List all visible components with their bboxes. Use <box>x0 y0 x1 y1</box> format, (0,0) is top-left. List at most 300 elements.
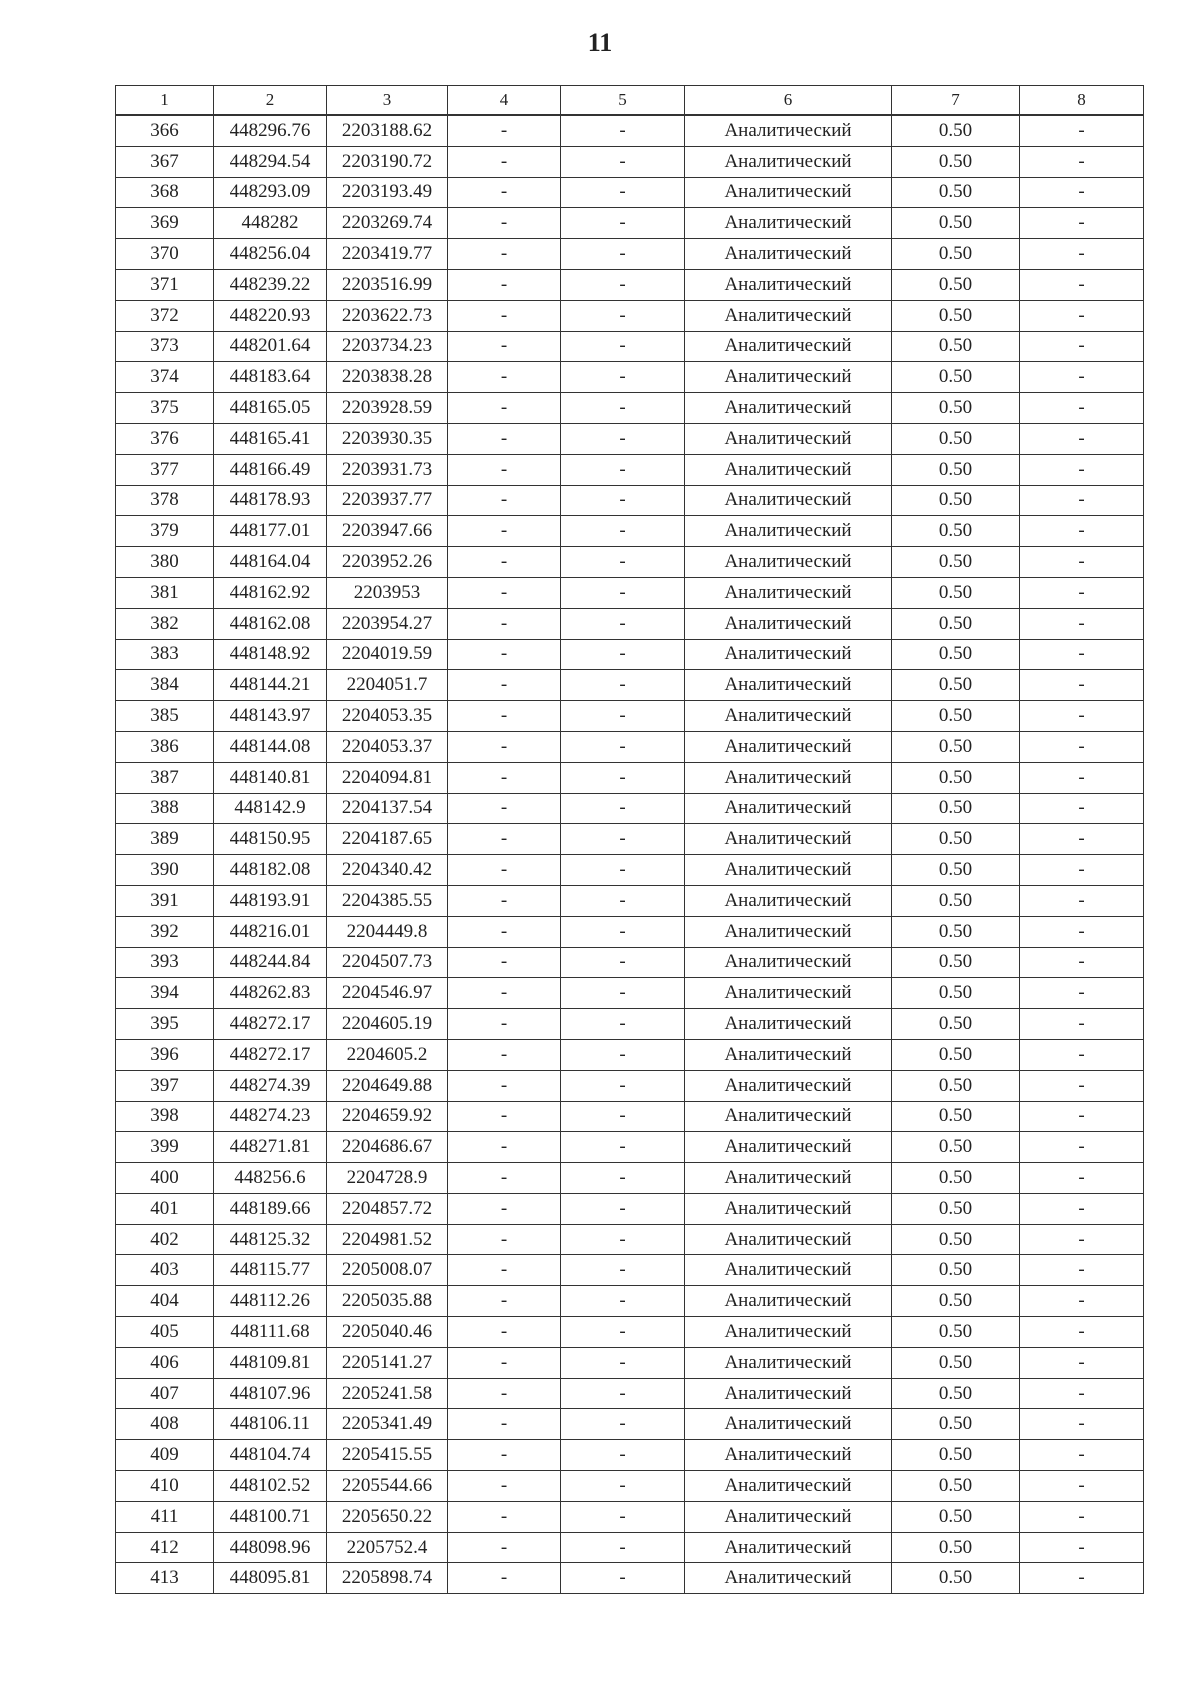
point-number-cell: 410 <box>116 1471 214 1502</box>
x-coordinate-cell: 448193.91 <box>214 885 327 916</box>
col5-cell: - <box>561 1563 685 1594</box>
table-header <box>116 86 1144 116</box>
col5-cell: - <box>561 824 685 855</box>
table-row <box>116 1317 1144 1348</box>
method-cell: Аналитический <box>685 146 892 177</box>
y-coordinate-cell: 2203193.49 <box>327 177 448 208</box>
column-header: 5 <box>561 86 685 116</box>
point-number-cell: 369 <box>116 208 214 239</box>
x-coordinate-cell: 448142.9 <box>214 793 327 824</box>
point-number-cell: 409 <box>116 1440 214 1471</box>
col8-cell: - <box>1020 1009 1144 1040</box>
method-cell: Аналитический <box>685 269 892 300</box>
method-cell: Аналитический <box>685 855 892 886</box>
x-coordinate-cell: 448294.54 <box>214 146 327 177</box>
point-number-cell: 391 <box>116 885 214 916</box>
y-coordinate-cell: 2204019.59 <box>327 639 448 670</box>
y-coordinate-cell: 2203734.23 <box>327 331 448 362</box>
col4-cell: - <box>448 885 561 916</box>
col4-cell: - <box>448 269 561 300</box>
col4-cell: - <box>448 1255 561 1286</box>
col5-cell: - <box>561 1039 685 1070</box>
method-cell: Аналитический <box>685 1039 892 1070</box>
y-coordinate-cell: 2205415.55 <box>327 1440 448 1471</box>
col4-cell: - <box>448 1532 561 1563</box>
point-number-cell: 371 <box>116 269 214 300</box>
col8-cell: - <box>1020 485 1144 516</box>
col5-cell: - <box>561 1501 685 1532</box>
method-cell: Аналитический <box>685 547 892 578</box>
accuracy-cell: 0.50 <box>892 1255 1020 1286</box>
col8-cell: - <box>1020 1409 1144 1440</box>
y-coordinate-cell: 2204094.81 <box>327 762 448 793</box>
table-row <box>116 1163 1144 1194</box>
col5-cell: - <box>561 793 685 824</box>
accuracy-cell: 0.50 <box>892 1224 1020 1255</box>
point-number-cell: 394 <box>116 978 214 1009</box>
x-coordinate-cell: 448102.52 <box>214 1471 327 1502</box>
point-number-cell: 368 <box>116 177 214 208</box>
column-header: 1 <box>116 86 214 116</box>
accuracy-cell: 0.50 <box>892 485 1020 516</box>
method-cell: Аналитический <box>685 1193 892 1224</box>
x-coordinate-cell: 448274.23 <box>214 1101 327 1132</box>
method-cell: Аналитический <box>685 1440 892 1471</box>
col4-cell: - <box>448 639 561 670</box>
y-coordinate-cell: 2204605.2 <box>327 1039 448 1070</box>
col5-cell: - <box>561 1101 685 1132</box>
method-cell: Аналитический <box>685 1347 892 1378</box>
col4-cell: - <box>448 1501 561 1532</box>
col8-cell: - <box>1020 1163 1144 1194</box>
coordinates-table <box>115 85 1144 1594</box>
point-number-cell: 386 <box>116 731 214 762</box>
y-coordinate-cell: 2203190.72 <box>327 146 448 177</box>
method-cell: Аналитический <box>685 454 892 485</box>
method-cell: Аналитический <box>685 731 892 762</box>
x-coordinate-cell: 448165.41 <box>214 423 327 454</box>
x-coordinate-cell: 448125.32 <box>214 1224 327 1255</box>
col8-cell: - <box>1020 608 1144 639</box>
col5-cell: - <box>561 239 685 270</box>
accuracy-cell: 0.50 <box>892 1317 1020 1348</box>
point-number-cell: 376 <box>116 423 214 454</box>
col8-cell: - <box>1020 393 1144 424</box>
table-row <box>116 393 1144 424</box>
point-number-cell: 393 <box>116 947 214 978</box>
col4-cell: - <box>448 1163 561 1194</box>
table-row <box>116 115 1144 146</box>
table-row <box>116 1409 1144 1440</box>
accuracy-cell: 0.50 <box>892 639 1020 670</box>
x-coordinate-cell: 448262.83 <box>214 978 327 1009</box>
col5-cell: - <box>561 762 685 793</box>
point-number-cell: 397 <box>116 1070 214 1101</box>
col8-cell: - <box>1020 1317 1144 1348</box>
y-coordinate-cell: 2203937.77 <box>327 485 448 516</box>
point-number-cell: 387 <box>116 762 214 793</box>
col4-cell: - <box>448 300 561 331</box>
accuracy-cell: 0.50 <box>892 670 1020 701</box>
page-number: 11 <box>587 28 613 57</box>
y-coordinate-cell: 2203953 <box>327 577 448 608</box>
col8-cell: - <box>1020 670 1144 701</box>
col8-cell: - <box>1020 115 1144 146</box>
col4-cell: - <box>448 793 561 824</box>
method-cell: Аналитический <box>685 208 892 239</box>
col8-cell: - <box>1020 423 1144 454</box>
col5-cell: - <box>561 701 685 732</box>
point-number-cell: 372 <box>116 300 214 331</box>
accuracy-cell: 0.50 <box>892 978 1020 1009</box>
table-row <box>116 1501 1144 1532</box>
y-coordinate-cell: 2204187.65 <box>327 824 448 855</box>
x-coordinate-cell: 448112.26 <box>214 1286 327 1317</box>
col5-cell: - <box>561 208 685 239</box>
col4-cell: - <box>448 393 561 424</box>
y-coordinate-cell: 2203947.66 <box>327 516 448 547</box>
col8-cell: - <box>1020 1501 1144 1532</box>
method-cell: Аналитический <box>685 1286 892 1317</box>
accuracy-cell: 0.50 <box>892 1039 1020 1070</box>
col8-cell: - <box>1020 146 1144 177</box>
method-cell: Аналитический <box>685 577 892 608</box>
col5-cell: - <box>561 362 685 393</box>
point-number-cell: 392 <box>116 916 214 947</box>
col8-cell: - <box>1020 978 1144 1009</box>
col5-cell: - <box>561 331 685 362</box>
col8-cell: - <box>1020 824 1144 855</box>
table-row <box>116 1193 1144 1224</box>
y-coordinate-cell: 2204605.19 <box>327 1009 448 1040</box>
col5-cell: - <box>561 454 685 485</box>
col8-cell: - <box>1020 1286 1144 1317</box>
table-row <box>116 1347 1144 1378</box>
x-coordinate-cell: 448100.71 <box>214 1501 327 1532</box>
accuracy-cell: 0.50 <box>892 1378 1020 1409</box>
table-row <box>116 208 1144 239</box>
x-coordinate-cell: 448140.81 <box>214 762 327 793</box>
col5-cell: - <box>561 547 685 578</box>
accuracy-cell: 0.50 <box>892 423 1020 454</box>
x-coordinate-cell: 448143.97 <box>214 701 327 732</box>
table-row <box>116 146 1144 177</box>
col8-cell: - <box>1020 1440 1144 1471</box>
x-coordinate-cell: 448115.77 <box>214 1255 327 1286</box>
point-number-cell: 400 <box>116 1163 214 1194</box>
accuracy-cell: 0.50 <box>892 1009 1020 1040</box>
col8-cell: - <box>1020 916 1144 947</box>
point-number-cell: 380 <box>116 547 214 578</box>
accuracy-cell: 0.50 <box>892 1286 1020 1317</box>
col5-cell: - <box>561 1378 685 1409</box>
y-coordinate-cell: 2204686.67 <box>327 1132 448 1163</box>
table-row <box>116 793 1144 824</box>
col4-cell: - <box>448 423 561 454</box>
method-cell: Аналитический <box>685 1255 892 1286</box>
col5-cell: - <box>561 1286 685 1317</box>
point-number-cell: 406 <box>116 1347 214 1378</box>
col4-cell: - <box>448 146 561 177</box>
col4-cell: - <box>448 177 561 208</box>
accuracy-cell: 0.50 <box>892 1409 1020 1440</box>
accuracy-cell: 0.50 <box>892 762 1020 793</box>
point-number-cell: 405 <box>116 1317 214 1348</box>
col8-cell: - <box>1020 362 1144 393</box>
accuracy-cell: 0.50 <box>892 393 1020 424</box>
accuracy-cell: 0.50 <box>892 362 1020 393</box>
table-row <box>116 269 1144 300</box>
table-row <box>116 916 1144 947</box>
y-coordinate-cell: 2203930.35 <box>327 423 448 454</box>
col4-cell: - <box>448 1193 561 1224</box>
x-coordinate-cell: 448239.22 <box>214 269 327 300</box>
point-number-cell: 377 <box>116 454 214 485</box>
x-coordinate-cell: 448256.6 <box>214 1163 327 1194</box>
point-number-cell: 381 <box>116 577 214 608</box>
accuracy-cell: 0.50 <box>892 1101 1020 1132</box>
col4-cell: - <box>448 1440 561 1471</box>
table-row <box>116 1255 1144 1286</box>
method-cell: Аналитический <box>685 639 892 670</box>
col5-cell: - <box>561 1471 685 1502</box>
table-row <box>116 885 1144 916</box>
col5-cell: - <box>561 1070 685 1101</box>
col8-cell: - <box>1020 731 1144 762</box>
table-row <box>116 731 1144 762</box>
col4-cell: - <box>448 855 561 886</box>
accuracy-cell: 0.50 <box>892 1163 1020 1194</box>
y-coordinate-cell: 2204546.97 <box>327 978 448 1009</box>
col4-cell: - <box>448 1039 561 1070</box>
col5-cell: - <box>561 731 685 762</box>
x-coordinate-cell: 448189.66 <box>214 1193 327 1224</box>
col8-cell: - <box>1020 1070 1144 1101</box>
col5-cell: - <box>561 177 685 208</box>
y-coordinate-cell: 2203838.28 <box>327 362 448 393</box>
point-number-cell: 403 <box>116 1255 214 1286</box>
method-cell: Аналитический <box>685 793 892 824</box>
table-row <box>116 670 1144 701</box>
col4-cell: - <box>448 115 561 146</box>
col8-cell: - <box>1020 762 1144 793</box>
y-coordinate-cell: 2204981.52 <box>327 1224 448 1255</box>
col4-cell: - <box>448 916 561 947</box>
y-coordinate-cell: 2203516.99 <box>327 269 448 300</box>
x-coordinate-cell: 448272.17 <box>214 1009 327 1040</box>
table-row <box>116 639 1144 670</box>
col4-cell: - <box>448 701 561 732</box>
x-coordinate-cell: 448271.81 <box>214 1132 327 1163</box>
col8-cell: - <box>1020 1378 1144 1409</box>
col5-cell: - <box>561 1409 685 1440</box>
y-coordinate-cell: 2204051.7 <box>327 670 448 701</box>
y-coordinate-cell: 2204649.88 <box>327 1070 448 1101</box>
method-cell: Аналитический <box>685 485 892 516</box>
x-coordinate-cell: 448178.93 <box>214 485 327 516</box>
y-coordinate-cell: 2204449.8 <box>327 916 448 947</box>
col5-cell: - <box>561 1317 685 1348</box>
table-row <box>116 947 1144 978</box>
col5-cell: - <box>561 855 685 886</box>
col5-cell: - <box>561 393 685 424</box>
point-number-cell: 375 <box>116 393 214 424</box>
column-header: 3 <box>327 86 448 116</box>
col5-cell: - <box>561 1193 685 1224</box>
col5-cell: - <box>561 300 685 331</box>
col5-cell: - <box>561 269 685 300</box>
table-row <box>116 1286 1144 1317</box>
col5-cell: - <box>561 639 685 670</box>
x-coordinate-cell: 448098.96 <box>214 1532 327 1563</box>
col5-cell: - <box>561 516 685 547</box>
point-number-cell: 399 <box>116 1132 214 1163</box>
method-cell: Аналитический <box>685 885 892 916</box>
col8-cell: - <box>1020 1101 1144 1132</box>
accuracy-cell: 0.50 <box>892 239 1020 270</box>
col5-cell: - <box>561 1132 685 1163</box>
col4-cell: - <box>448 608 561 639</box>
accuracy-cell: 0.50 <box>892 208 1020 239</box>
y-coordinate-cell: 2204053.35 <box>327 701 448 732</box>
method-cell: Аналитический <box>685 916 892 947</box>
col5-cell: - <box>561 1255 685 1286</box>
method-cell: Аналитический <box>685 701 892 732</box>
col4-cell: - <box>448 1471 561 1502</box>
point-number-cell: 402 <box>116 1224 214 1255</box>
y-coordinate-cell: 2203931.73 <box>327 454 448 485</box>
col4-cell: - <box>448 947 561 978</box>
table-row <box>116 608 1144 639</box>
table-row <box>116 1070 1144 1101</box>
method-cell: Аналитический <box>685 1101 892 1132</box>
x-coordinate-cell: 448144.21 <box>214 670 327 701</box>
y-coordinate-cell: 2205141.27 <box>327 1347 448 1378</box>
accuracy-cell: 0.50 <box>892 577 1020 608</box>
accuracy-cell: 0.50 <box>892 331 1020 362</box>
accuracy-cell: 0.50 <box>892 701 1020 732</box>
y-coordinate-cell: 2203954.27 <box>327 608 448 639</box>
method-cell: Аналитический <box>685 362 892 393</box>
point-number-cell: 404 <box>116 1286 214 1317</box>
method-cell: Аналитический <box>685 1224 892 1255</box>
accuracy-cell: 0.50 <box>892 177 1020 208</box>
method-cell: Аналитический <box>685 1501 892 1532</box>
x-coordinate-cell: 448104.74 <box>214 1440 327 1471</box>
col5-cell: - <box>561 608 685 639</box>
method-cell: Аналитический <box>685 608 892 639</box>
y-coordinate-cell: 2203622.73 <box>327 300 448 331</box>
col4-cell: - <box>448 824 561 855</box>
accuracy-cell: 0.50 <box>892 300 1020 331</box>
col5-cell: - <box>561 670 685 701</box>
table-row <box>116 300 1144 331</box>
col5-cell: - <box>561 1163 685 1194</box>
col4-cell: - <box>448 454 561 485</box>
point-number-cell: 366 <box>116 115 214 146</box>
method-cell: Аналитический <box>685 300 892 331</box>
table-row <box>116 547 1144 578</box>
accuracy-cell: 0.50 <box>892 1440 1020 1471</box>
column-header: 6 <box>685 86 892 116</box>
col5-cell: - <box>561 1224 685 1255</box>
table-row <box>116 423 1144 454</box>
y-coordinate-cell: 2205341.49 <box>327 1409 448 1440</box>
y-coordinate-cell: 2205008.07 <box>327 1255 448 1286</box>
col4-cell: - <box>448 1563 561 1594</box>
method-cell: Аналитический <box>685 824 892 855</box>
y-coordinate-cell: 2204659.92 <box>327 1101 448 1132</box>
col4-cell: - <box>448 1009 561 1040</box>
point-number-cell: 395 <box>116 1009 214 1040</box>
table-row <box>116 1532 1144 1563</box>
accuracy-cell: 0.50 <box>892 1532 1020 1563</box>
y-coordinate-cell: 2203419.77 <box>327 239 448 270</box>
x-coordinate-cell: 448216.01 <box>214 916 327 947</box>
col8-cell: - <box>1020 1532 1144 1563</box>
col4-cell: - <box>448 670 561 701</box>
y-coordinate-cell: 2203269.74 <box>327 208 448 239</box>
point-number-cell: 413 <box>116 1563 214 1594</box>
x-coordinate-cell: 448220.93 <box>214 300 327 331</box>
point-number-cell: 408 <box>116 1409 214 1440</box>
table-row <box>116 362 1144 393</box>
method-cell: Аналитический <box>685 1471 892 1502</box>
col8-cell: - <box>1020 1471 1144 1502</box>
accuracy-cell: 0.50 <box>892 1070 1020 1101</box>
column-header: 8 <box>1020 86 1144 116</box>
y-coordinate-cell: 2203928.59 <box>327 393 448 424</box>
col4-cell: - <box>448 1286 561 1317</box>
point-number-cell: 378 <box>116 485 214 516</box>
col5-cell: - <box>561 885 685 916</box>
table-row <box>116 1009 1144 1040</box>
y-coordinate-cell: 2205650.22 <box>327 1501 448 1532</box>
accuracy-cell: 0.50 <box>892 454 1020 485</box>
table-row <box>116 1101 1144 1132</box>
x-coordinate-cell: 448293.09 <box>214 177 327 208</box>
x-coordinate-cell: 448106.11 <box>214 1409 327 1440</box>
accuracy-cell: 0.50 <box>892 1471 1020 1502</box>
accuracy-cell: 0.50 <box>892 115 1020 146</box>
method-cell: Аналитический <box>685 115 892 146</box>
point-number-cell: 412 <box>116 1532 214 1563</box>
y-coordinate-cell: 2203952.26 <box>327 547 448 578</box>
col8-cell: - <box>1020 547 1144 578</box>
col5-cell: - <box>561 1440 685 1471</box>
y-coordinate-cell: 2203188.62 <box>327 115 448 146</box>
table-row <box>116 701 1144 732</box>
table-row <box>116 824 1144 855</box>
col8-cell: - <box>1020 269 1144 300</box>
table-row <box>116 1471 1144 1502</box>
table-row <box>116 855 1144 886</box>
table-row <box>116 1563 1144 1594</box>
method-cell: Аналитический <box>685 1132 892 1163</box>
point-number-cell: 389 <box>116 824 214 855</box>
method-cell: Аналитический <box>685 423 892 454</box>
accuracy-cell: 0.50 <box>892 1132 1020 1163</box>
x-coordinate-cell: 448272.17 <box>214 1039 327 1070</box>
col4-cell: - <box>448 762 561 793</box>
y-coordinate-cell: 2204728.9 <box>327 1163 448 1194</box>
column-header: 2 <box>214 86 327 116</box>
col8-cell: - <box>1020 1039 1144 1070</box>
x-coordinate-cell: 448144.08 <box>214 731 327 762</box>
table-row <box>116 239 1144 270</box>
accuracy-cell: 0.50 <box>892 608 1020 639</box>
col8-cell: - <box>1020 239 1144 270</box>
